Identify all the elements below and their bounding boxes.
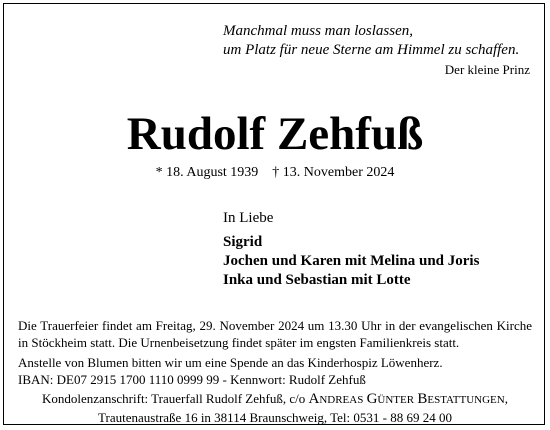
donation-request: Anstelle von Blumen bitten wir um eine Spende an das Kinderhospiz Löwenherz. [18,355,443,370]
deceased-name: Rudolf Zehfuß [126,108,424,160]
condolence-line [0,390,550,409]
condolence-prefix: Kondolenzanschrift: Trauerfall Rudolf Zehfuß, c/o [42,391,309,406]
mourners-list [223,233,479,290]
funeral-home-name: ANDREAS GÜNTER BESTATTUNGEN, [308,391,508,407]
mourner-line: Inka und Sebastian mit Lotte [223,272,411,288]
condolence-address [0,390,550,426]
ceremony-info: Die Trauerfeier findet am Freitag, 29. November 2024 um 13.30 Uhr in der evangelischen Kirche in Stöckheim statt. Die Urnenbeisetzung findet später im engsten Familienkreis statt. [18,318,532,350]
quote-line: um Platz für neue Sterne am Himmel zu schaffen. [223,42,520,58]
funeral-home-address: Trautenaustraße 16 in 38114 Braunschweig, Tel: 0531 - 88 69 24 00 [98,410,452,425]
death-date: † 13. November 2024 [272,165,395,180]
quote [223,22,519,60]
life-dates [0,165,550,181]
bank-details: IBAN: DE07 2915 1700 1110 0999 99 - Kennwort: Rudolf Zehfuß [18,371,366,387]
mourner-line: Sigrid [223,234,263,250]
mourners-intro: In Liebe [223,210,274,226]
quote-author: Der kleine Prinz [444,62,530,77]
quote-line: Manchmal muss man loslassen, [223,23,413,39]
birth-date: * 18. August 1939 [155,165,259,180]
notice-text [18,318,532,388]
mourner-line: Jochen und Karen mit Melina und Joris [223,253,480,269]
